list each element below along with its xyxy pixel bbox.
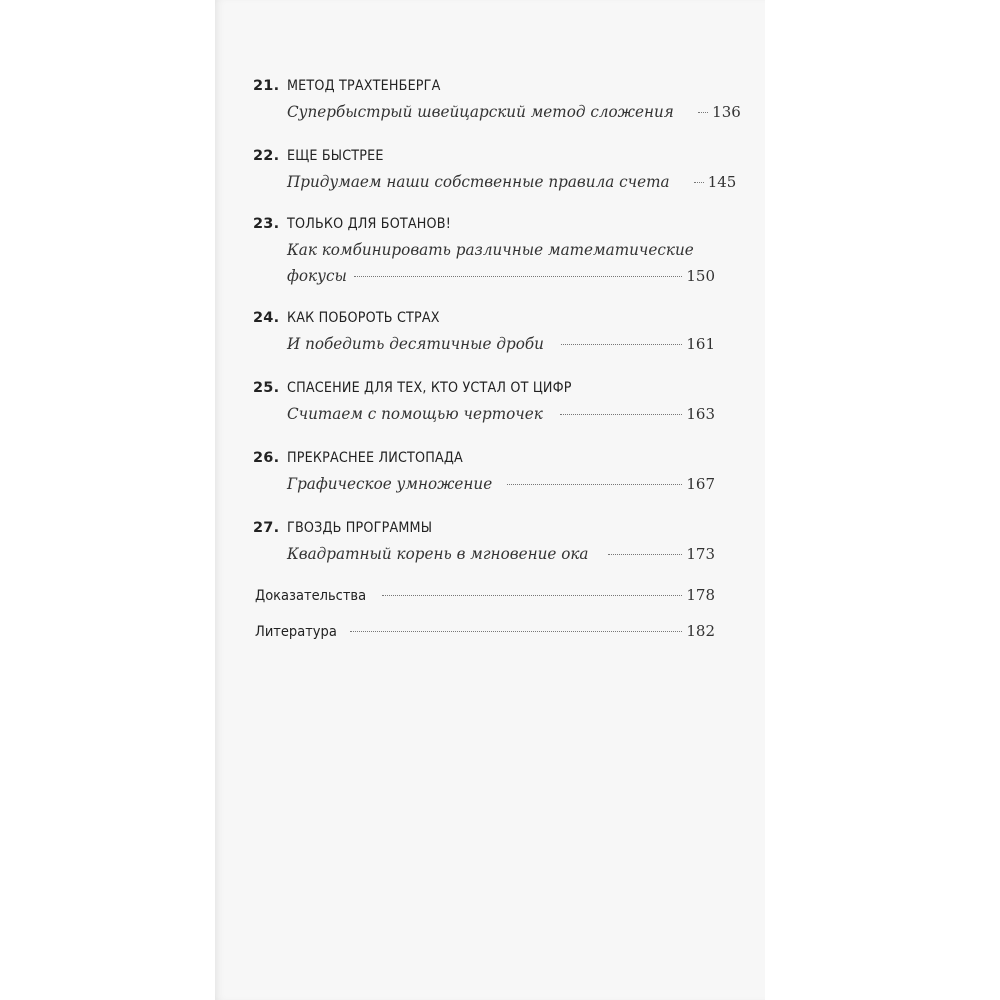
chapter-subtitle: Придумаем наши собственные правила счета: [287, 172, 670, 191]
chapter-title: ТОЛЬКО ДЛЯ БОТАНОВ!: [287, 216, 452, 232]
table-of-contents: [253, 78, 741, 650]
toc-chapter-22: [253, 148, 737, 198]
dot-leader: [382, 595, 682, 596]
dot-leader: [561, 344, 682, 345]
toc-chapter-23: [255, 216, 715, 292]
toc-chapter-27: [255, 520, 715, 570]
page-number: 150: [686, 267, 715, 285]
chapter-subtitle: Считаем с помощью черточек: [287, 404, 543, 423]
dot-leader: [354, 276, 682, 277]
page-number: 136: [712, 103, 741, 121]
chapter-title: МЕТОД ТРАХТЕНБЕРГА: [287, 78, 441, 94]
dot-leader: [350, 631, 682, 632]
toc-chapter-21: [253, 78, 741, 128]
chapter-number: 21.: [253, 78, 280, 94]
page-number: 161: [686, 335, 715, 353]
back-matter-label: Литература: [255, 624, 337, 640]
chapter-number: 24.: [253, 310, 280, 326]
chapter-number: 25.: [253, 380, 280, 396]
chapter-subtitle: Квадратный корень в мгновение ока: [287, 544, 589, 563]
toc-chapter-24: [255, 310, 715, 360]
back-matter-label: Доказательства: [255, 588, 367, 604]
chapter-subtitle: Супербыстрый швейцарский метод сложения: [287, 102, 674, 121]
dot-leader: [507, 484, 682, 485]
chapter-number: 22.: [253, 148, 280, 164]
page-number: 145: [707, 173, 737, 191]
dot-leader: [698, 112, 708, 113]
chapter-number: 26.: [253, 450, 280, 466]
chapter-subtitle: Графическое умножение: [287, 474, 493, 493]
dot-leader: [608, 554, 682, 555]
chapter-title: КАК ПОБОРОТЬ СТРАХ: [287, 310, 440, 326]
dot-leader: [560, 414, 682, 415]
chapter-title: ГВОЗДЬ ПРОГРАММЫ: [287, 520, 433, 536]
toc-back-literature: [255, 622, 715, 650]
chapter-subtitle: фокусы: [287, 266, 347, 285]
toc-chapter-25: [255, 380, 715, 430]
page-number: 163: [686, 405, 715, 423]
chapter-title: СПАСЕНИЕ ДЛЯ ТЕХ, КТО УСТАЛ ОТ ЦИФР: [287, 380, 572, 396]
toc-back-proofs: [255, 586, 715, 614]
chapter-number: 23.: [253, 216, 280, 232]
chapter-subtitle-line1: Как комбинировать различные математические: [287, 240, 694, 259]
page-number: 178: [686, 586, 715, 604]
page-number: 173: [686, 545, 715, 563]
toc-chapter-26: [255, 450, 715, 500]
dot-leader: [694, 182, 704, 183]
page-number: 167: [686, 475, 715, 493]
chapter-subtitle: И победить десятичные дроби: [287, 334, 544, 353]
page-number: 182: [686, 622, 715, 640]
chapter-number: 27.: [253, 520, 280, 536]
chapter-title: ПРЕКРАСНЕЕ ЛИСТОПАДА: [287, 450, 463, 466]
chapter-title: ЕЩЕ БЫСТРЕЕ: [287, 148, 384, 164]
